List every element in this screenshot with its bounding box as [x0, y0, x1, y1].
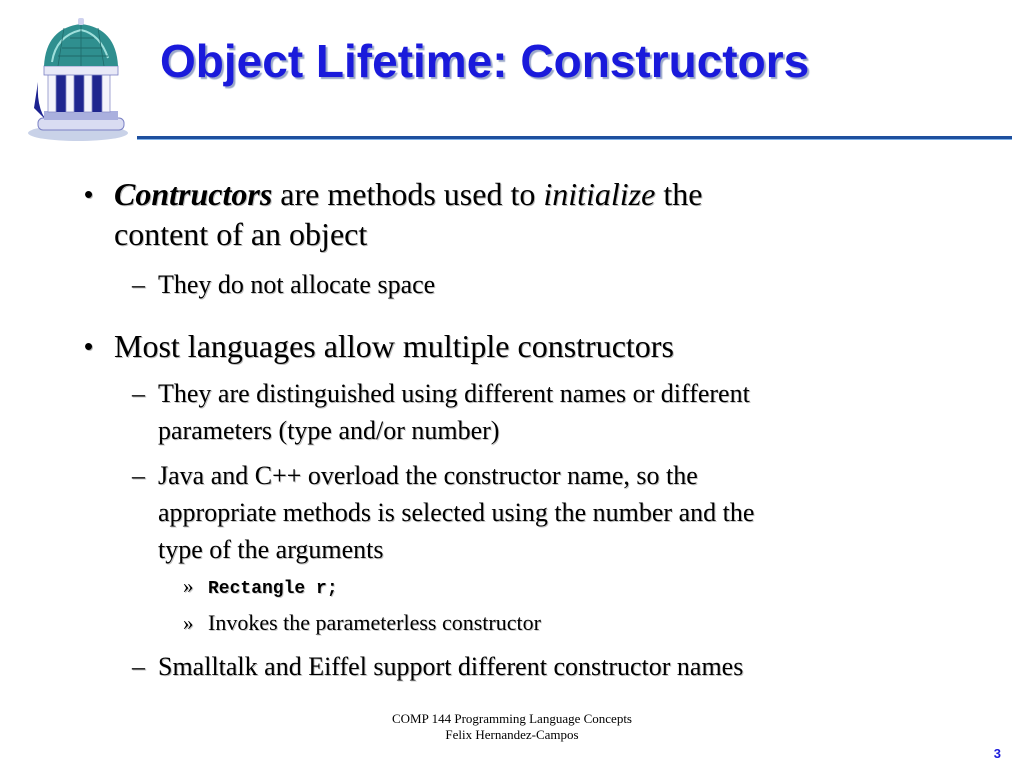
bullet-text: Most languages allow multiple constructors	[114, 328, 674, 364]
bullet-text-continuation: content of an object	[114, 216, 368, 252]
bullet-constructors-definition	[84, 174, 964, 254]
sub-bullet-line: appropriate methods is selected using the number and the	[158, 498, 755, 527]
footer-course: COMP 144 Programming Language Concepts	[392, 711, 632, 726]
sub-sub-bullet-invokes	[183, 608, 908, 638]
slide-title: Object Lifetime: Constructors	[160, 35, 810, 87]
chevron-marker: »	[183, 611, 194, 635]
chevron-marker: »	[183, 574, 194, 598]
code-snippet: Rectangle r;	[208, 579, 338, 599]
dash-marker: –	[132, 270, 145, 299]
sub-bullet-line: They are distinguished using different names or different	[158, 379, 750, 408]
slide-footer	[312, 711, 712, 743]
sub-sub-bullet-code	[183, 571, 908, 604]
bullet-term: Contructors	[114, 176, 273, 212]
bullet-emphasis: initialize	[543, 176, 656, 212]
sub-bullet-distinguished	[132, 375, 948, 449]
bullet-marker: •	[84, 331, 94, 361]
sub-bullet-line: parameters (type and/or number)	[158, 416, 500, 445]
bullet-marker: •	[84, 179, 94, 209]
dash-marker: –	[132, 461, 145, 490]
dash-marker: –	[132, 652, 145, 681]
bullet-multiple-constructors	[84, 326, 964, 366]
page-number: 3	[993, 746, 1001, 761]
footer-author: Felix Hernandez-Campos	[445, 727, 579, 742]
sub-bullet-text: Smalltalk and Eiffel support different constructor names	[158, 652, 744, 681]
bullet-text: the	[655, 176, 703, 212]
sub-bullet-allocate	[132, 266, 948, 303]
sub-sub-bullet-text: Invokes the parameterless constructor	[208, 610, 541, 635]
bullet-text: are methods used to	[272, 176, 544, 212]
sub-bullet-java-cpp	[132, 457, 948, 568]
title-divider	[137, 136, 1012, 139]
sub-bullet-smalltalk-eiffel	[132, 648, 948, 685]
dash-marker: –	[132, 379, 145, 408]
sub-bullet-text: They do not allocate space	[158, 270, 436, 299]
sub-bullet-line: Java and C++ overload the constructor name, so the	[158, 461, 698, 490]
sub-bullet-line: type of the arguments	[158, 535, 384, 564]
old-well-rotunda-logo-icon	[22, 18, 137, 142]
